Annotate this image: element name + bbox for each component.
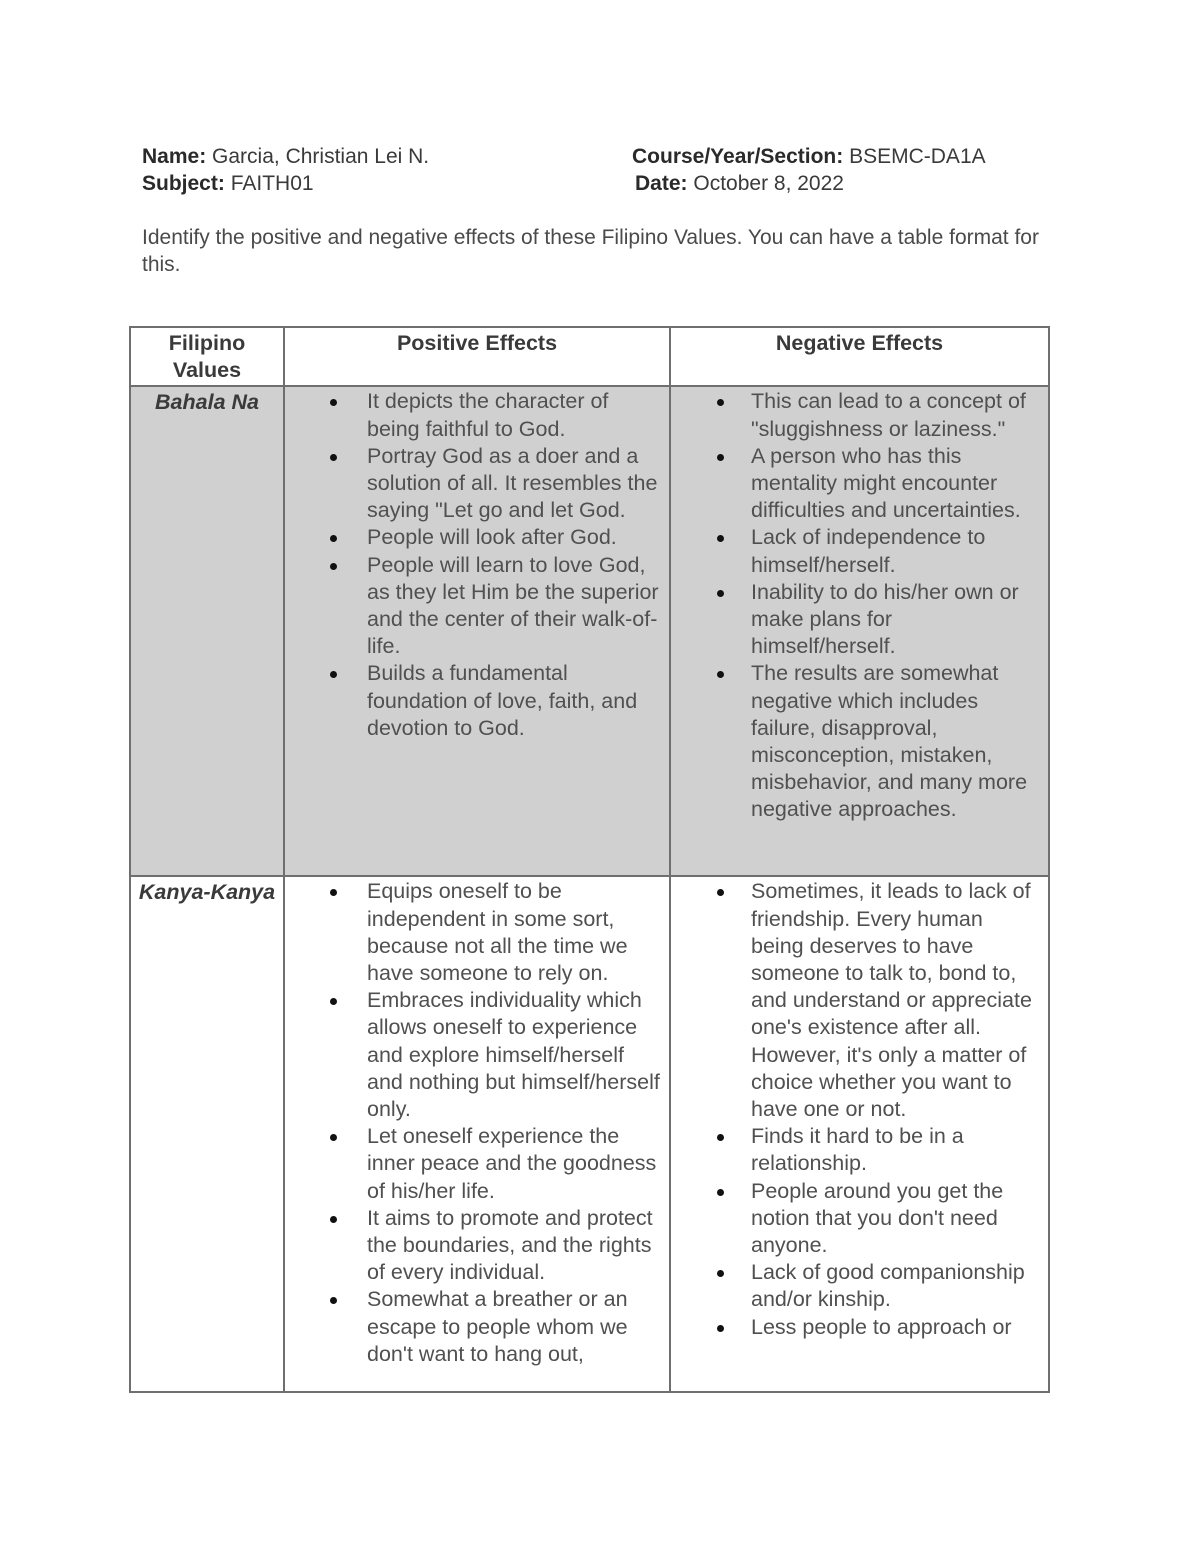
list-item-text: It aims to promote and protect the boundaries, and the rights of every individual.: [367, 1205, 653, 1285]
bullet-icon: [717, 889, 724, 896]
list-item: [285, 987, 661, 1123]
list-item-text: Lack of independence to himself/herself.: [751, 525, 986, 577]
list-item: [671, 1178, 1040, 1260]
name-field: [142, 143, 429, 170]
bullet-icon: [717, 454, 724, 461]
list-item-text: People will look after God.: [367, 525, 617, 550]
course-value: BSEMC-DA1A: [849, 145, 986, 168]
list-item-text: Inability to do his/her own or make plans for himself/herself.: [751, 579, 1019, 659]
list-item: [671, 1314, 1040, 1341]
bullet-icon: [330, 998, 337, 1005]
list-item: [671, 524, 1040, 578]
instructions: Identify the positive and negative effects of these Filipino Values. You can have a table format for this.: [142, 226, 1039, 276]
bullet-icon: [717, 535, 724, 542]
negative-list: [671, 387, 1048, 823]
positive-list: [285, 877, 669, 1368]
bullet-icon: [330, 671, 337, 678]
bullet-icon: [330, 1297, 337, 1304]
list-item-text: The results are somewhat negative which includes failure, disapproval, misconception, mistaken, misbehavior, and many more negative approaches.: [751, 661, 1028, 822]
date-value: October 8, 2022: [693, 172, 844, 195]
bullet-icon: [330, 454, 337, 461]
positive-cell: [284, 386, 670, 876]
list-item: [285, 1286, 661, 1368]
list-item: [671, 579, 1040, 661]
header-negative-effects: Negative Effects: [670, 327, 1049, 386]
cell-clip: [671, 877, 1048, 1391]
positive-list: [285, 387, 669, 742]
header-row-2: [142, 170, 1062, 197]
name-value: Garcia, Christian Lei N.: [212, 145, 430, 168]
date-field: [635, 170, 844, 197]
list-item-text: People around you get the notion that you don't need anyone.: [751, 1178, 1004, 1258]
bullet-icon: [330, 399, 337, 406]
list-item: [285, 552, 661, 661]
table-row: [130, 386, 1049, 876]
list-item-text: Equips oneself to be independent in some sort, because not all the time we have someone to rely on.: [367, 879, 628, 986]
bullet-icon: [717, 1325, 724, 1332]
negative-cell: [670, 386, 1049, 876]
value-name: Kanya-Kanya: [138, 880, 276, 905]
bullet-icon: [717, 1270, 724, 1277]
value-name: Bahala Na: [155, 390, 259, 415]
list-item: [285, 1123, 661, 1205]
list-item-text: Embraces individuality which allows oneself to experience and explore himself/herself and nothing but himself/herself only.: [367, 988, 660, 1122]
list-item: [285, 524, 661, 551]
list-item-text: Builds a fundamental foundation of love, faith, and devotion to God.: [367, 661, 638, 740]
table-row: [130, 876, 1049, 1392]
bullet-icon: [717, 671, 724, 678]
negative-cell: [670, 876, 1049, 1392]
bullet-icon: [330, 1216, 337, 1223]
course-label: Course/Year/Section:: [632, 145, 844, 168]
list-item: [285, 660, 661, 742]
list-item: [671, 1259, 1040, 1313]
bullet-icon: [717, 1189, 724, 1196]
list-item-text: This can lead to a concept of "sluggishness or laziness.": [751, 389, 1026, 441]
bullet-icon: [330, 889, 337, 896]
list-item: [671, 443, 1040, 525]
bullet-icon: [330, 535, 337, 542]
list-item: [671, 1123, 1040, 1177]
bullet-icon: [717, 399, 724, 406]
list-item: [671, 660, 1040, 823]
header-positive-effects: Positive Effects: [284, 327, 670, 386]
negative-list: [671, 877, 1048, 1340]
cell-clip: [285, 877, 669, 1391]
course-field: [632, 143, 986, 170]
bullet-icon: [330, 1134, 337, 1141]
list-item: [285, 878, 661, 987]
subject-field: [142, 170, 314, 197]
list-item: [285, 443, 661, 525]
header-row-1: [142, 143, 1062, 170]
table-header-row: [130, 327, 1049, 386]
list-item-text: Somewhat a breather or an escape to people whom we don't want to hang out,: [367, 1287, 628, 1366]
list-item-text: Lack of good companionship and/or kinship.: [751, 1260, 1025, 1312]
bullet-icon: [717, 590, 724, 597]
subject-value: FAITH01: [230, 172, 314, 195]
list-item: [285, 1205, 661, 1287]
list-item: [285, 388, 661, 442]
name-label: Name:: [142, 145, 207, 168]
list-item: [671, 388, 1040, 442]
bullet-icon: [717, 1134, 724, 1141]
header-filipino-values: Filipino Values: [130, 327, 284, 386]
list-item-text: Finds it hard to be in a relationship.: [751, 1124, 964, 1176]
list-item-text: Let oneself experience the inner peace and the goodness of his/her life.: [367, 1124, 657, 1203]
value-cell: [130, 876, 284, 1392]
subject-label: Subject:: [142, 172, 225, 195]
list-item-text: People will learn to love God, as they let Him be the superior and the center of their walk-of-life.: [367, 552, 659, 659]
list-item-text: Sometimes, it leads to lack of friendship. Every human being deserves to have someone to talk to, bond to, and understand or appreciate one's existence after all. However, it's only a matter of choice whether you want to have one or not.: [751, 879, 1032, 1122]
value-cell: [130, 386, 284, 876]
list-item-text: Portray God as a doer and a solution of all. It resembles the saying "Let go and let God.: [367, 443, 658, 523]
positive-cell: [284, 876, 670, 1392]
bullet-icon: [330, 563, 337, 570]
cell-clip: [131, 877, 283, 1391]
list-item: [671, 878, 1040, 1123]
list-item-text: A person who has this mentality might encounter difficulties and uncertainties.: [751, 443, 1021, 523]
list-item-text: Less people to approach or: [751, 1314, 1012, 1339]
document-header: [142, 143, 1062, 197]
date-label: Date:: [635, 172, 688, 195]
list-item-text: It depicts the character of being faithful to God.: [367, 389, 609, 441]
filipino-values-table: [129, 326, 1050, 1393]
